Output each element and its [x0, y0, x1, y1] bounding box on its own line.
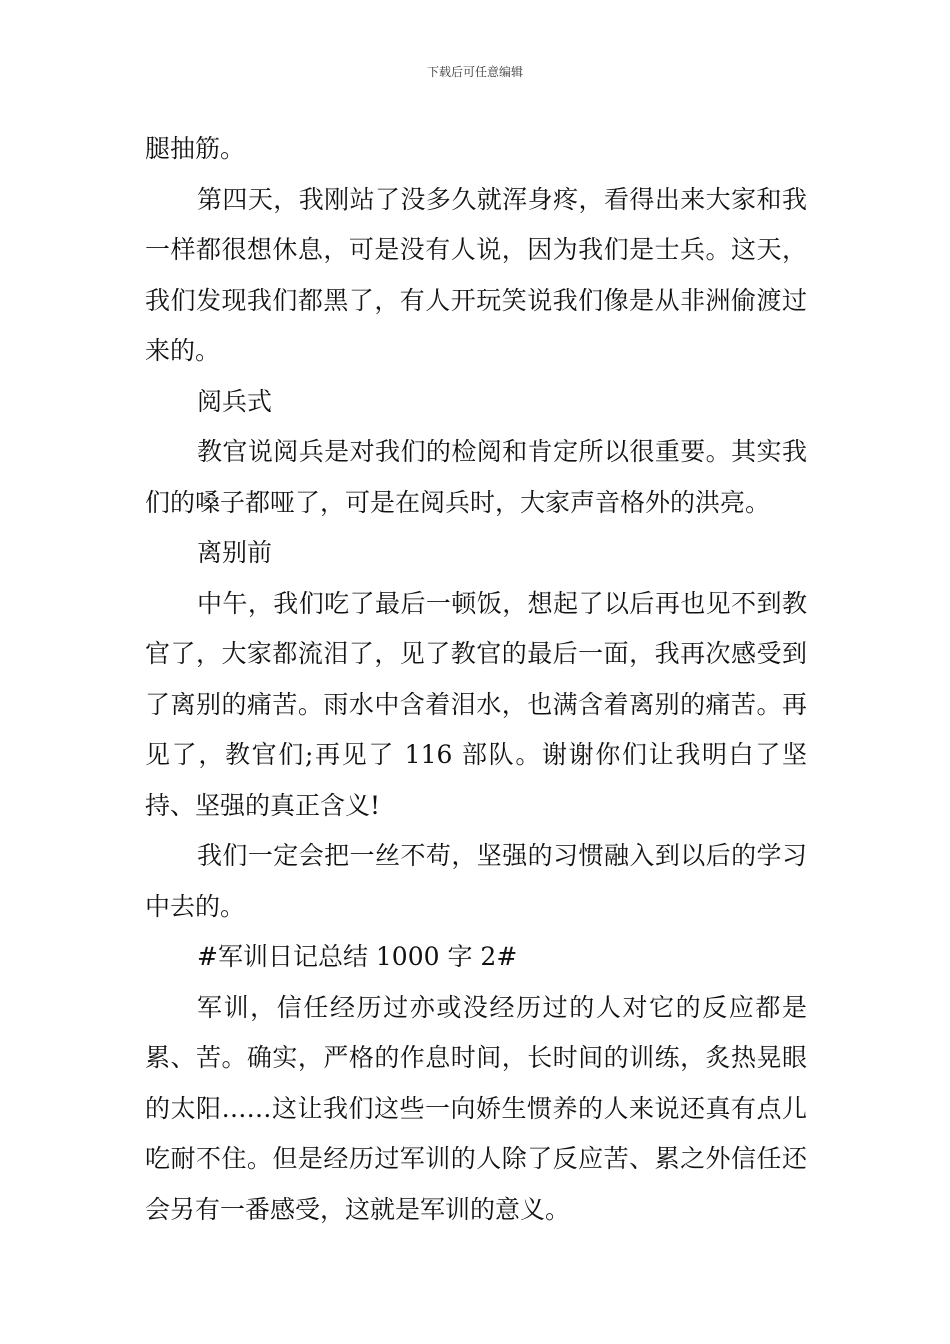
paragraph-military-training: 军训，信任经历过亦或没经历过的人对它的反应都是累、苦。确实，严格的作息时间，长时间的训练，炙热晃眼的太阳……这让我们这些一向娇生惯养的人来说还真有点儿吃耐不住。但是经历过军训的人除了反应苦、累之外信任还会另有一番感受，这就是军训的意义。: [145, 992, 807, 1224]
section-title-diary-2: #军训日记总结 1000 字 2#: [197, 942, 518, 971]
section-heading-parade: 阅兵式: [197, 386, 273, 416]
document-body: [145, 124, 807, 1235]
paragraph-day-four: 第四天，我刚站了没多久就浑身疼，看得出来大家和我一样都很想休息，可是没有人说，因为我们是士兵。这天，我们发现我们都黑了，有人开玩笑说我们像是从非洲偷渡过来的。: [145, 184, 807, 365]
paragraph-resolution: 我们一定会把一丝不苟，坚强的习惯融入到以后的学习中去的。: [145, 841, 807, 921]
paragraph-parade: 教官说阅兵是对我们的检阅和肯定所以很重要。其实我们的嗓子都哑了，可是在阅兵时，大家声音格外的洪亮。: [145, 437, 807, 517]
paragraph-continuation: 腿抽筋。: [145, 134, 246, 163]
section-heading-farewell: 离别前: [197, 538, 273, 567]
paragraph-farewell: 中午，我们吃了最后一顿饭，想起了以后再也见不到教官了，大家都流泪了，见了教官的最后一面，我再次感受到了离别的痛苦。雨水中含着泪水，也满含着离别的痛苦。再见了，教官们;再见了 116 部队。谢谢你们让我明白了坚持、坚强的真正含义!: [145, 588, 807, 820]
page-header: 下载后可任意编辑: [426, 65, 523, 79]
